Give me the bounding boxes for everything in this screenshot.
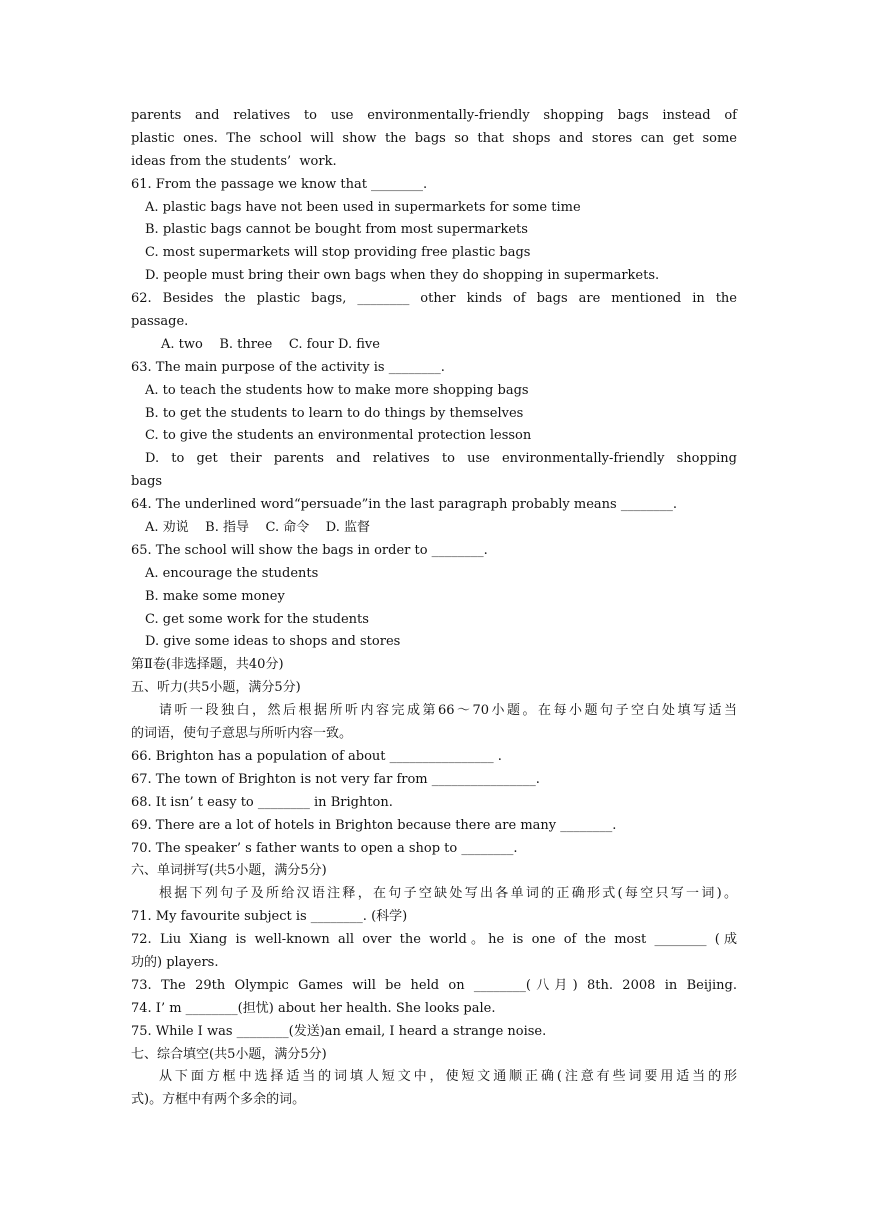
- question-65-stem: 65. The school will show the bags in order to ________.: [131, 542, 488, 558]
- question-65-option-b: B. make some money: [145, 588, 285, 604]
- section-7-instruction-cont: 式)。方框中有两个多余的词。: [131, 1092, 306, 1108]
- question-63-option-c: C. to give the students an environmental protection lesson: [145, 428, 532, 444]
- exam-page: [131, 105, 737, 1112]
- listening-item-68: 68. It isn’ t easy to ________ in Brighton.: [131, 794, 393, 810]
- section-5-instruction-cont: 的词语，使句子意思与所听内容一致。: [131, 726, 353, 742]
- question-61-option-b: B. plastic bags cannot be bought from most supermarkets: [145, 222, 528, 238]
- question-64-options: A. 劝说 B. 指导 C. 命令 D. 监督: [145, 520, 371, 536]
- listening-item-66: 66. Brighton has a population of about ________________ .: [131, 748, 502, 764]
- question-63-option-b: B. to get the students to learn to do things by themselves: [145, 405, 524, 421]
- question-61-stem: 61. From the passage we know that ________.: [131, 176, 428, 192]
- question-65-option-c: C. get some work for the students: [145, 611, 369, 627]
- section-7-instruction: 从下面方框中选择适当的词填人短文中，使短文通顺正确(注意有些词要用适当的形: [159, 1069, 737, 1085]
- spelling-item-72-cont: 功的) players.: [131, 954, 219, 970]
- passage-line: ideas from the students’ work.: [131, 153, 337, 169]
- spelling-item-74: 74. I’ m ________(担忧) about her health. She looks pale.: [131, 1000, 496, 1016]
- question-61-option-a: A. plastic bags have not been used in supermarkets for some time: [145, 199, 581, 215]
- section-6-title: 六、单词拼写(共5小题，满分5分): [131, 863, 327, 879]
- section-5-title: 五、听力(共5小题，满分5分): [131, 680, 301, 696]
- listening-item-67: 67. The town of Brighton is not very far from ________________.: [131, 771, 540, 787]
- question-61-option-c: C. most supermarkets will stop providing free plastic bags: [145, 245, 531, 261]
- part-2-title: 第Ⅱ卷(非选择题，共40分): [131, 657, 284, 673]
- section-6-instruction: 根据下列句子及所给汉语注释，在句子空缺处写出各单词的正确形式(每空只写一词)。: [159, 886, 737, 902]
- passage-line: plastic ones. The school will show the bags so that shops and stores can get some: [131, 130, 737, 146]
- spelling-item-75: 75. While I was ________(发送)an email, I heard a strange noise.: [131, 1023, 547, 1039]
- section-7-title: 七、综合填空(共5小题，满分5分): [131, 1046, 327, 1062]
- listening-item-70: 70. The speaker’ s father wants to open a shop to ________.: [131, 840, 518, 856]
- spelling-item-73: 73. The 29th Olympic Games will be held on ________(八月) 8th. 2008 in Beijing.: [131, 977, 737, 993]
- question-63-stem: 63. The main purpose of the activity is ________.: [131, 359, 445, 375]
- section-5-instruction: 请听一段独白，然后根据所听内容完成第66～70小题。在每小题句子空白处填写适当: [159, 703, 737, 719]
- spelling-item-72: 72. Liu Xiang is well-known all over the world。he is one of the most ________ (成: [131, 932, 737, 948]
- question-63-option-a: A. to teach the students how to make more shopping bags: [145, 382, 529, 398]
- question-65-option-a: A. encourage the students: [145, 565, 319, 581]
- listening-item-69: 69. There are a lot of hotels in Brighton because there are many ________.: [131, 817, 617, 833]
- question-62-options: A. two B. three C. four D. five: [161, 336, 380, 352]
- question-62-stem: 62. Besides the plastic bags, ________ other kinds of bags are mentioned in the: [131, 291, 737, 307]
- question-63-option-d: D. to get their parents and relatives to use environmentally-friendly shopping: [145, 451, 737, 467]
- passage-line: parents and relatives to use environmentally-friendly shopping bags instead of: [131, 108, 737, 123]
- spelling-item-71: 71. My favourite subject is ________. (科学): [131, 909, 408, 925]
- question-63-option-d-cont: bags: [131, 474, 163, 490]
- question-64-stem: 64. The underlined word“persuade”in the last paragraph probably means ________.: [131, 497, 677, 513]
- question-61-option-d: D. people must bring their own bags when they do shopping in supermarkets.: [145, 268, 660, 284]
- question-62-stem-cont: passage.: [131, 314, 189, 330]
- question-65-option-d: D. give some ideas to shops and stores: [145, 634, 401, 650]
